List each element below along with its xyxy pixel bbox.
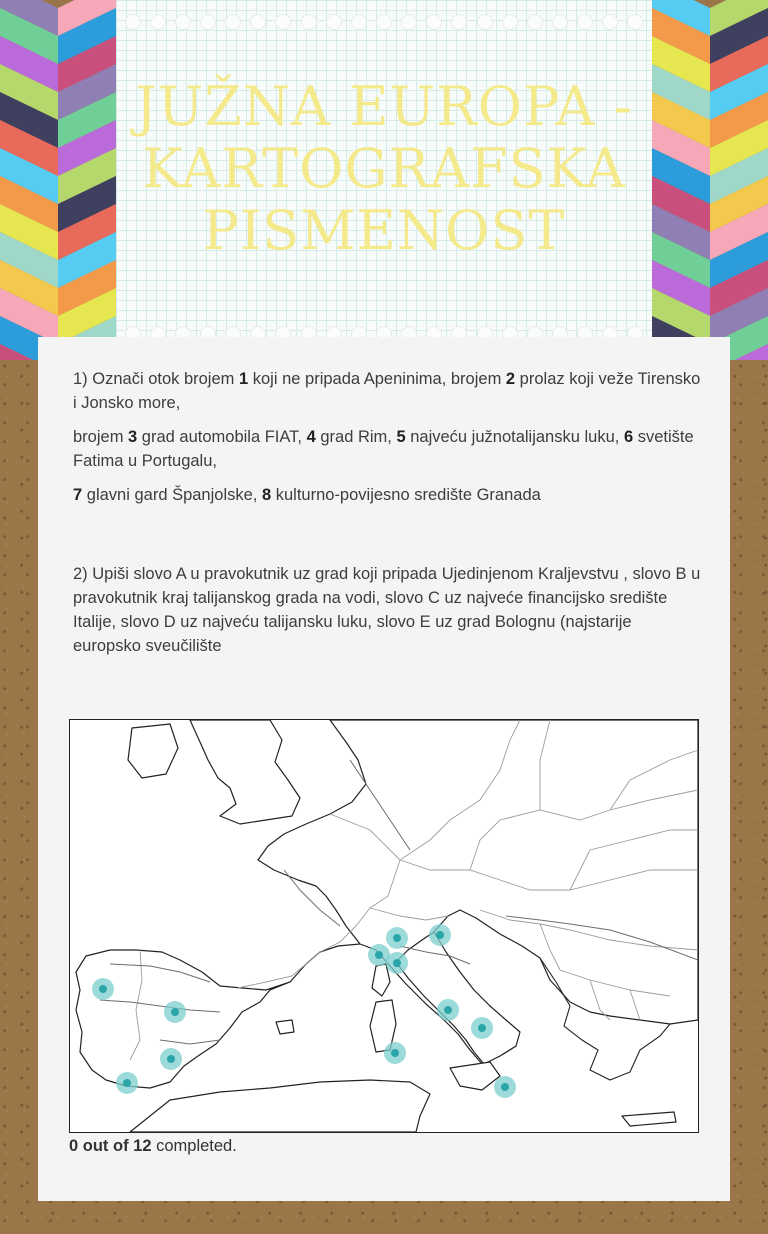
map-marker[interactable] xyxy=(386,927,408,949)
map-svg xyxy=(70,720,698,1132)
map-marker[interactable] xyxy=(437,999,459,1021)
question-1-line-1: 1) Označi otok brojem 1 koji ne pripada Apeninima, brojem 2 prolaz koji veže Tirensko i Jonsko more, xyxy=(73,370,701,412)
page-header xyxy=(0,0,768,360)
map-marker[interactable] xyxy=(92,978,114,1000)
worksheet-card xyxy=(38,337,730,1201)
map-marker[interactable] xyxy=(471,1017,493,1039)
page-title: JUŽNA EUROPA - KARTOGRAFSKA PISMENOST xyxy=(135,75,633,262)
map-marker[interactable] xyxy=(384,1042,406,1064)
landmass-mallorca xyxy=(276,1020,294,1034)
map-marker[interactable] xyxy=(386,952,408,974)
map-marker[interactable] xyxy=(160,1048,182,1070)
completion-status: 0 out of 12 completed. xyxy=(69,1137,237,1155)
question-1-line-3: 7 glavni gard Španjolske, 8 kulturno-povijesno središte Granada xyxy=(73,486,541,504)
question-1-line-2: brojem 3 grad automobila FIAT, 4 grad Rim, 5 najveću južnotalijansku luku, 6 svetište Fatima u Portugalu, xyxy=(73,428,694,470)
map-southern-europe xyxy=(69,719,699,1133)
question-1 xyxy=(73,367,703,507)
map-marker[interactable] xyxy=(429,924,451,946)
question-2: 2) Upiši slovo A u pravokutnik uz grad koji pripada Ujedinjenom Kraljevstvu , slovo B u pravokutnik kraj talijanskog grada na vodi, slovo C uz najveće financijsko središte Italije, slovo D uz najveću talijansku luku, slovo E uz grad Bolognu (najstarije europsko sveučilište xyxy=(73,565,701,655)
map-marker[interactable] xyxy=(164,1001,186,1023)
map-marker[interactable] xyxy=(494,1076,516,1098)
map-marker[interactable] xyxy=(116,1072,138,1094)
chevron-decoration-right xyxy=(652,0,768,360)
paper-holes-top xyxy=(120,14,648,30)
chevron-decoration-left xyxy=(0,0,116,360)
